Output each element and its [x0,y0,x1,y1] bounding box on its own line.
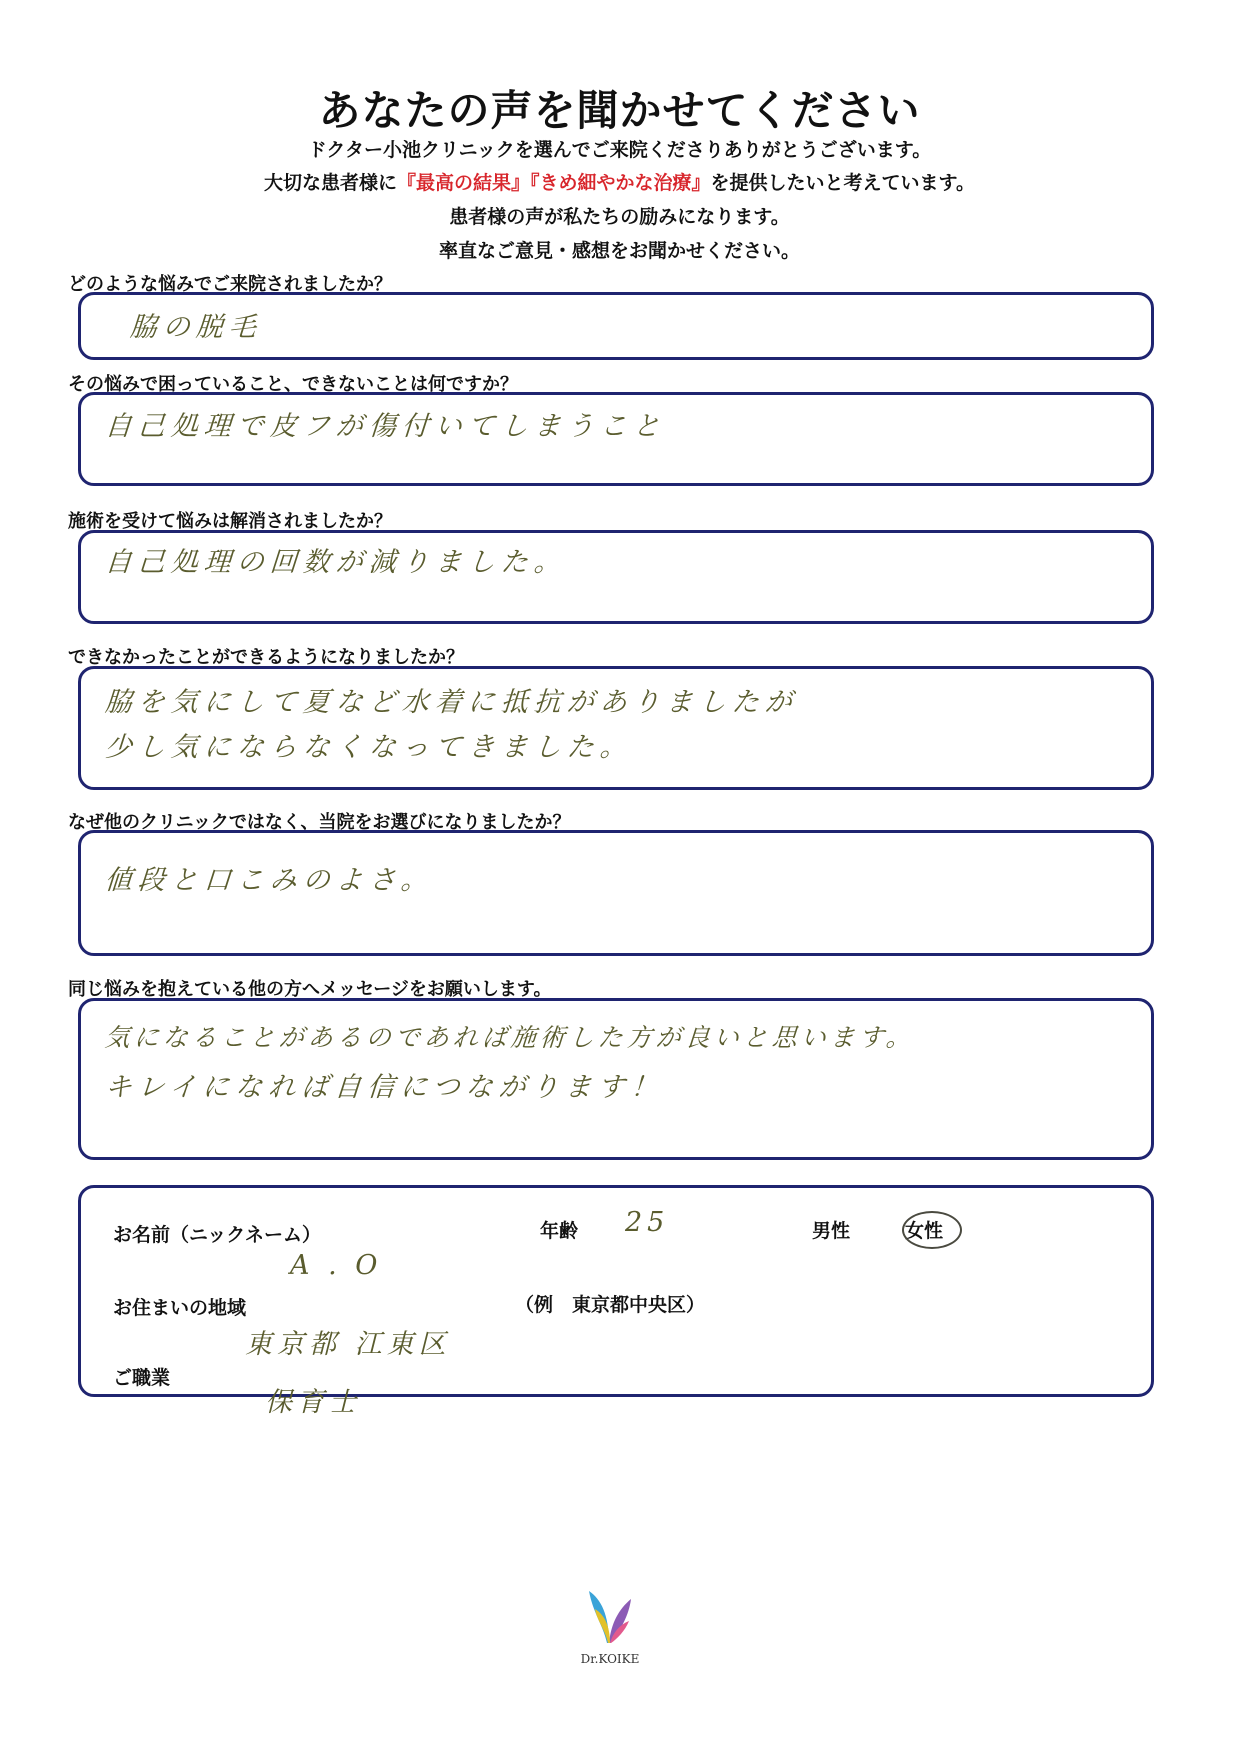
answer-4-line-2: 少し気にならなくなってきました。 [103,732,634,763]
logo-text: Dr.KOIKE [580,1652,640,1666]
intro-line-4: 率直なご意見・感想をお聞かせください。 [438,240,800,262]
feather-logo-icon [585,1585,635,1645]
question-5: なぜ他のクリニックではなく、当院をお選びになりましたか？ [68,812,571,833]
question-3: 施術を受けて悩みは解消されましたか？ [68,511,392,532]
female-selected-circle [902,1211,962,1249]
area-label: お住まいの地域 [113,1297,247,1319]
answer-5-line-1: 値段と口こみのよさ。 [103,865,435,896]
intro-line-2 [0,168,1239,195]
answer-6-line-2: キレイになれば自信につながります！ [103,1072,665,1103]
question-2: その悩みで困っていること、できないことは何ですか？ [68,374,518,395]
answer-2-line-1: 自己処理で皮フが傷付いてしまうこと [103,411,667,442]
age-value: 25 [625,1207,670,1238]
age-label: 年齢 [540,1220,579,1242]
intro-line-2-a: 大切な患者様に [263,172,397,194]
question-6: 同じ悩みを抱えている他の方へメッセージをお願いします。 [68,979,552,1000]
question-1: どのような悩みでご来院されましたか？ [68,274,392,295]
intro-line-1: ドクター小池クリニックを選んでご来院くださりありがとうございます。 [307,139,932,161]
page-title: あなたの声を聞かせてください [318,86,921,135]
intro-line-3: 患者様の声が私たちの励みになります。 [449,206,790,228]
area-example: （例 東京都中央区） [515,1294,706,1316]
male-label: 男性 [812,1220,851,1242]
area-value: 東京都 江東区 [245,1329,451,1360]
answer-1-line-1: 脇の脱毛 [128,312,263,343]
answer-4-line-1: 脇を気にして夏など水着に抵抗がありましたが [103,687,799,718]
intro-line-2-highlight: 『最高の結果』『きめ細やかな治療』 [397,172,711,194]
job-label: ご職業 [113,1367,171,1389]
answer-3-line-1: 自己処理の回数が減りました。 [103,547,568,578]
intro-line-2-b: を提供したいと考えています。 [710,172,975,194]
name-label: お名前（ニックネーム） [113,1224,322,1246]
name-value: A . O [290,1250,383,1281]
answer-6-line-1: 気になることがあるのであれば施術した方が良いと思います。 [103,1023,916,1052]
female-label: 女性 [905,1220,944,1242]
job-value: 保育士 [265,1387,361,1418]
question-4: できなかったことができるようになりましたか？ [68,647,464,668]
